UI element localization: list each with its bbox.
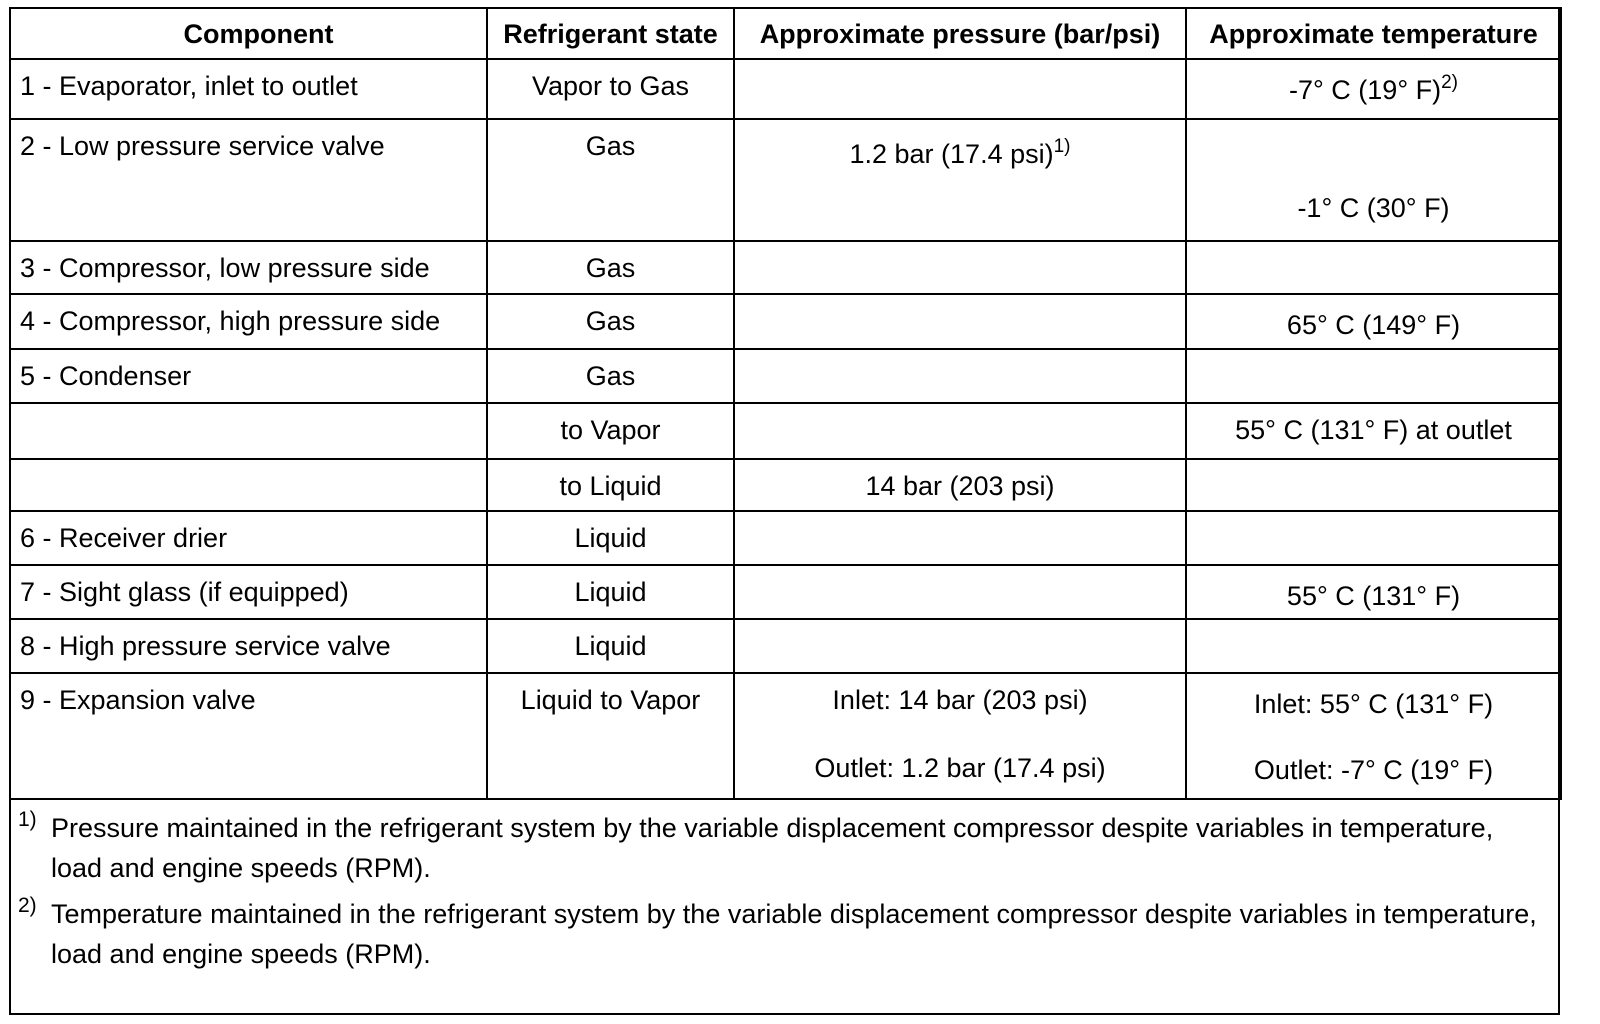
state-cell: to Vapor [560, 415, 661, 445]
pressure-inlet: Inlet: 14 bar (203 psi) [832, 685, 1088, 715]
refrigerant-spec-table [9, 7, 1562, 800]
table-row [10, 59, 1561, 119]
component-cell: 8 - High pressure service valve [20, 631, 391, 661]
pressure-cell [735, 620, 1185, 630]
state-cell: Vapor to Gas [531, 71, 690, 101]
header-refrigerant-state: Refrigerant state [487, 8, 734, 59]
temperature-inlet: Inlet: 55° C (131° F) [1253, 689, 1494, 719]
temperature-outlet: Outlet: -7° C (19° F) [1253, 755, 1494, 785]
table-row [10, 673, 1561, 799]
footnotes [18, 808, 1538, 980]
pressure-cell: 14 bar (203 psi) [865, 471, 1055, 501]
state-cell: Liquid to Vapor [520, 685, 701, 715]
pressure-cell [735, 242, 1185, 252]
temperature-cell [1186, 673, 1561, 799]
temperature-cell [1187, 620, 1560, 630]
table-row [10, 241, 1561, 294]
table-row [10, 349, 1561, 403]
footnote-text: Pressure maintained in the refrigerant system by the variable displacement compressor despite variables in temperature, load and engine speeds (RPM). [51, 813, 1494, 883]
header-pressure: Approximate pressure (bar/psi) [734, 8, 1186, 59]
state-cell: Liquid [574, 523, 647, 553]
pressure-cell: 1.2 bar (17.4 psi)$^{1)}$ [849, 136, 1071, 169]
pressure-outlet: Outlet: 1.2 bar (17.4 psi) [814, 753, 1106, 783]
state-cell: to Liquid [559, 471, 662, 501]
footnote-mark: 1) [18, 808, 37, 831]
header-row [10, 8, 1561, 59]
component-cell: 7 - Sight glass (if equipped) [20, 577, 349, 607]
pressure-cell [735, 295, 1185, 305]
table-row [10, 619, 1561, 673]
temperature-cell: -1° C (30° F) [1297, 193, 1450, 223]
temperature-cell [1187, 512, 1560, 522]
state-cell: Liquid [574, 631, 647, 661]
component-cell: 5 - Condenser [20, 361, 192, 391]
pressure-cell [735, 350, 1185, 360]
table-row [10, 565, 1561, 619]
temperature-cell [1187, 350, 1560, 360]
state-cell: Liquid [574, 577, 647, 607]
component-cell: 6 - Receiver drier [20, 523, 228, 553]
header-component: Component [10, 8, 487, 59]
pressure-cell [735, 404, 1185, 414]
component-cell [20, 460, 486, 470]
component-cell: 3 - Compressor, low pressure side [20, 253, 430, 283]
footnote-text: Temperature maintained in the refrigerant system by the variable displacement compressor despite variables in temperature, load and engine speeds (RPM). [51, 899, 1537, 969]
footnote-ref: 2) [1441, 72, 1459, 93]
temperature-cell: 55° C (131° F) at outlet [1235, 415, 1512, 445]
header-temperature: Approximate temperature [1186, 8, 1561, 59]
footnote-ref: 1) [1053, 136, 1071, 157]
temperature-cell: -7° C (19° F)$^{2)}$ [1288, 72, 1459, 105]
temperature-cell: 55° C (131° F) [1286, 581, 1461, 611]
state-cell: Gas [585, 361, 636, 391]
component-cell: 2 - Low pressure service valve [20, 131, 385, 161]
table-row [10, 459, 1561, 511]
pressure-cell [735, 60, 1185, 70]
pressure-cell [735, 512, 1185, 522]
component-cell: 9 - Expansion valve [20, 685, 256, 715]
pressure-cell [734, 673, 1186, 799]
temperature-cell: 65° C (149° F) [1286, 310, 1461, 340]
table-row [10, 403, 1561, 459]
table-row [10, 511, 1561, 565]
temperature-cell [1187, 460, 1560, 470]
temperature-cell [1187, 242, 1560, 252]
component-cell: 4 - Compressor, high pressure side [20, 306, 441, 336]
state-cell: Gas [585, 306, 636, 336]
pressure-cell [735, 566, 1185, 576]
state-cell: Gas [585, 253, 636, 283]
footnote-2 [18, 894, 1538, 974]
component-cell: 1 - Evaporator, inlet to outlet [20, 71, 358, 101]
footnote-mark: 2) [18, 894, 37, 917]
component-cell [20, 404, 486, 414]
footnote-1 [18, 808, 1538, 888]
table-row [10, 294, 1561, 349]
table-row [10, 119, 1561, 241]
state-cell: Gas [585, 131, 636, 161]
